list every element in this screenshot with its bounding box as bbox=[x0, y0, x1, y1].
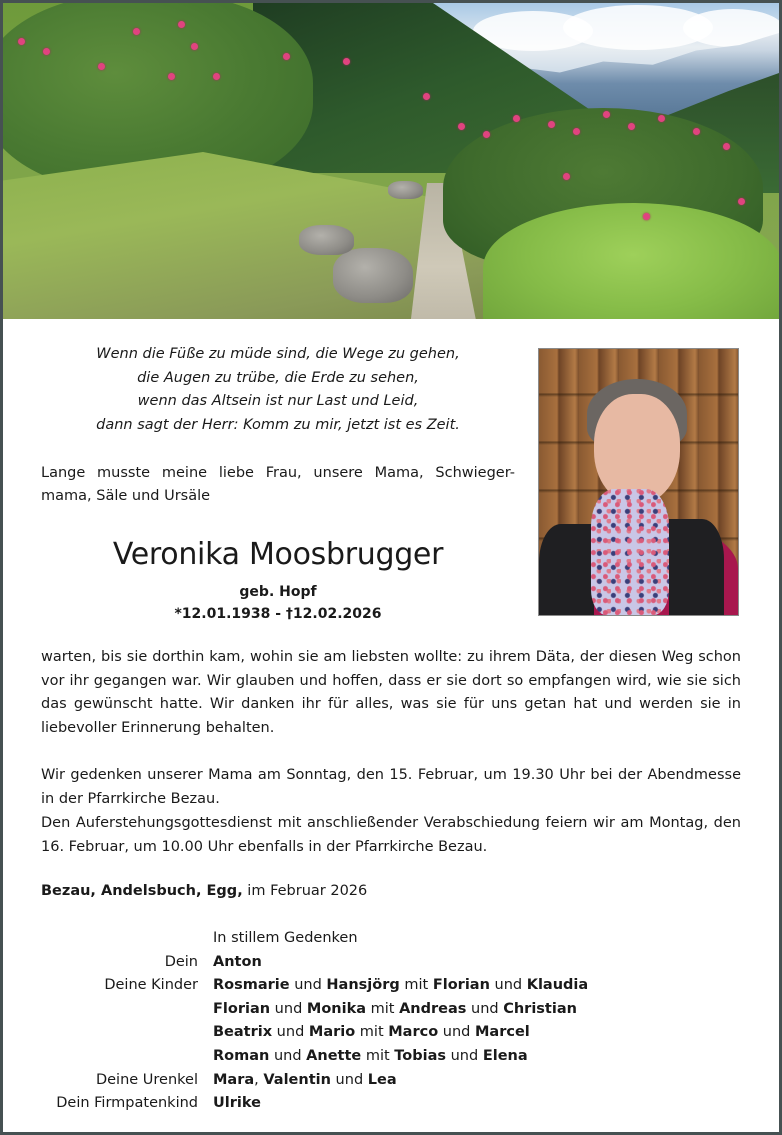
header-landscape-image bbox=[3, 3, 779, 319]
deceased-name: Veronika Moosbrugger bbox=[112, 537, 444, 572]
mourner-relation bbox=[3, 1021, 213, 1045]
poem-line: die Augen zu trübe, die Erde zu sehen, bbox=[137, 369, 419, 386]
mourners-list bbox=[3, 927, 779, 1116]
portrait-photo bbox=[538, 348, 739, 616]
paragraph-evening-mass: Wir gedenken unserer Mama am Sonntag, den 15. Februar, um 19.30 Uhr bei der Abendmesse in der Pfarrkirche Bezau. bbox=[41, 767, 741, 807]
mourner-relation: Deine Kinder bbox=[104, 977, 198, 994]
mourner-relation: Deine Urenkel bbox=[95, 1071, 198, 1088]
intro-text: Lange musste meine liebe Frau, unsere Mama, Schwieger-mama, Säle und Ursäle bbox=[41, 465, 515, 504]
mourner-names: Mara, Valentin und Lea bbox=[213, 1071, 397, 1088]
mourner-row bbox=[3, 951, 779, 975]
obituary-page bbox=[3, 3, 779, 1132]
mourner-row bbox=[3, 1069, 779, 1093]
mourners-heading: In stillem Gedenken bbox=[213, 930, 358, 946]
mourner-names: Florian und Monika mit Andreas und Christian bbox=[213, 1000, 577, 1017]
date: im Februar 2026 bbox=[242, 883, 368, 899]
mourner-names: Rosmarie und Hansjörg mit Florian und Klaudia bbox=[213, 977, 589, 994]
mourner-row bbox=[3, 1021, 779, 1045]
mourner-names: Anton bbox=[213, 953, 262, 970]
places: Bezau, Andelsbuch, Egg, bbox=[41, 883, 243, 899]
poem bbox=[43, 343, 513, 437]
paragraph-gratitude: warten, bis sie dorthin kam, wohin sie am liebsten wollte: zu ihrem Däta, der diesen Weg schon vor ihr gegangen war. Wir glauben und hoffen, dass er sie dort so empfangen wird, wie sie sich das gewünscht hatte. Wir danken ihr für alles, was sie für uns getan hat und werden sie in liebevoller Erinnerung behalten. bbox=[41, 649, 741, 736]
mourner-row bbox=[3, 1092, 779, 1116]
mourner-row bbox=[3, 998, 779, 1022]
mourner-relation bbox=[3, 998, 213, 1022]
poem-line: wenn das Altsein ist nur Last und Leid, bbox=[137, 393, 419, 409]
mourner-relation bbox=[3, 1045, 213, 1069]
rock bbox=[388, 181, 423, 199]
rock bbox=[333, 248, 413, 303]
place-date-line bbox=[41, 880, 741, 903]
birth-name: geb. Hopf bbox=[239, 584, 317, 600]
mourners-heading-row bbox=[3, 927, 779, 951]
mourner-names: Ulrike bbox=[213, 1095, 261, 1112]
life-dates: *12.01.1938 - †12.02.2026 bbox=[174, 606, 382, 622]
mourner-names: Roman und Anette mit Tobias und Elena bbox=[213, 1047, 528, 1064]
mourner-row bbox=[3, 974, 779, 998]
mourner-relation: Dein Firmpatenkind bbox=[56, 1095, 198, 1112]
mourner-relation: Dein bbox=[164, 953, 198, 970]
rock bbox=[299, 225, 354, 255]
paragraph-funeral-service: Den Auferstehungsgottesdienst mit anschließender Verabschiedung feiern wir am Montag, den 16. Februar, um 10.00 Uhr ebenfalls in der Pfarrkirche Bezau. bbox=[41, 815, 741, 855]
mourner-names: Beatrix und Mario mit Marco und Marcel bbox=[213, 1024, 530, 1041]
poem-line: dann sagt der Herr: Komm zu mir, jetzt ist es Zeit. bbox=[96, 416, 460, 433]
poem-line: Wenn die Füße zu müde sind, die Wege zu gehen, bbox=[96, 346, 460, 362]
mourner-row bbox=[3, 1045, 779, 1069]
